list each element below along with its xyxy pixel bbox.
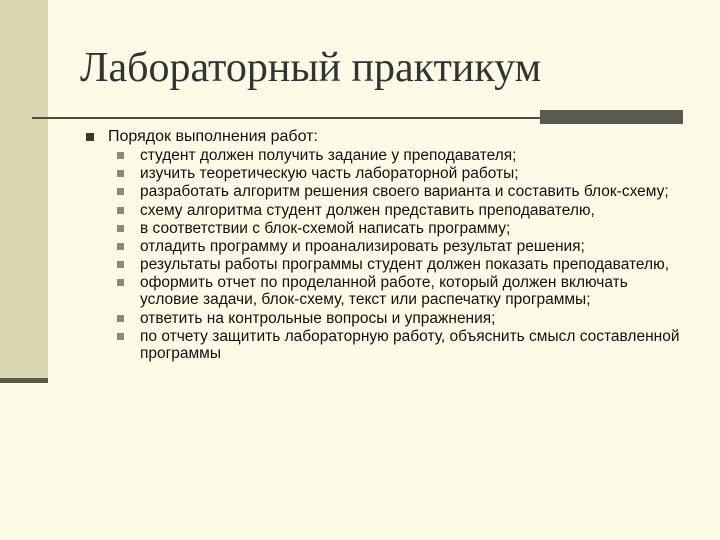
left-decorative-band xyxy=(0,0,48,382)
list-item-text: по отчету защитить лабораторную работу, объяснить смысл составленной программы xyxy=(140,327,680,362)
list-item xyxy=(140,147,686,164)
list-item xyxy=(140,256,686,273)
list-item xyxy=(140,220,686,237)
slide-body xyxy=(86,128,686,363)
steps-list xyxy=(86,147,686,362)
list-item xyxy=(140,328,686,362)
list-item xyxy=(140,183,686,200)
square-bullet-icon xyxy=(117,315,124,322)
square-bullet-icon xyxy=(117,279,124,286)
list-item-text: ответить на контрольные вопросы и упражнения; xyxy=(140,309,496,327)
list-item-text: изучить теоретическую часть лабораторной работы; xyxy=(140,165,519,183)
square-bullet-icon xyxy=(117,152,124,159)
square-bullet-icon xyxy=(117,261,124,268)
square-bullet-icon xyxy=(117,333,124,340)
list-item-text: оформить отчет по проделанной работе, который должен включать условие задачи, блок-схему, текст или распечатку программы; xyxy=(140,274,628,309)
list-item xyxy=(140,202,686,219)
square-bullet-icon xyxy=(86,133,94,141)
title-divider-accent xyxy=(540,110,683,124)
list-item xyxy=(140,165,686,182)
main-bullet-point xyxy=(86,128,686,146)
list-item-text: результаты работы программы студент должен показать преподавателю, xyxy=(140,256,670,274)
list-item-text: схему алгоритма студент должен представить преподавателю, xyxy=(140,201,595,219)
left-band-accent xyxy=(0,378,48,383)
main-point-text: Порядок выполнения работ: xyxy=(108,128,318,145)
list-item xyxy=(140,274,686,308)
square-bullet-icon xyxy=(117,188,124,195)
square-bullet-icon xyxy=(117,225,124,232)
slide-title: Лабораторный практикум xyxy=(80,45,542,91)
list-item-text: отладить программу и проанализировать результат решения; xyxy=(140,237,585,255)
list-item-text: в соответствии с блок-схемой написать программу; xyxy=(140,219,511,237)
square-bullet-icon xyxy=(117,207,124,214)
square-bullet-icon xyxy=(117,170,124,177)
list-item-text: студент должен получить задание у преподавателя; xyxy=(140,147,517,164)
square-bullet-icon xyxy=(117,243,124,250)
list-item xyxy=(140,238,686,255)
list-item xyxy=(140,310,686,327)
list-item-text: разработать алгоритм решения своего варианта и составить блок-схему; xyxy=(140,183,669,201)
